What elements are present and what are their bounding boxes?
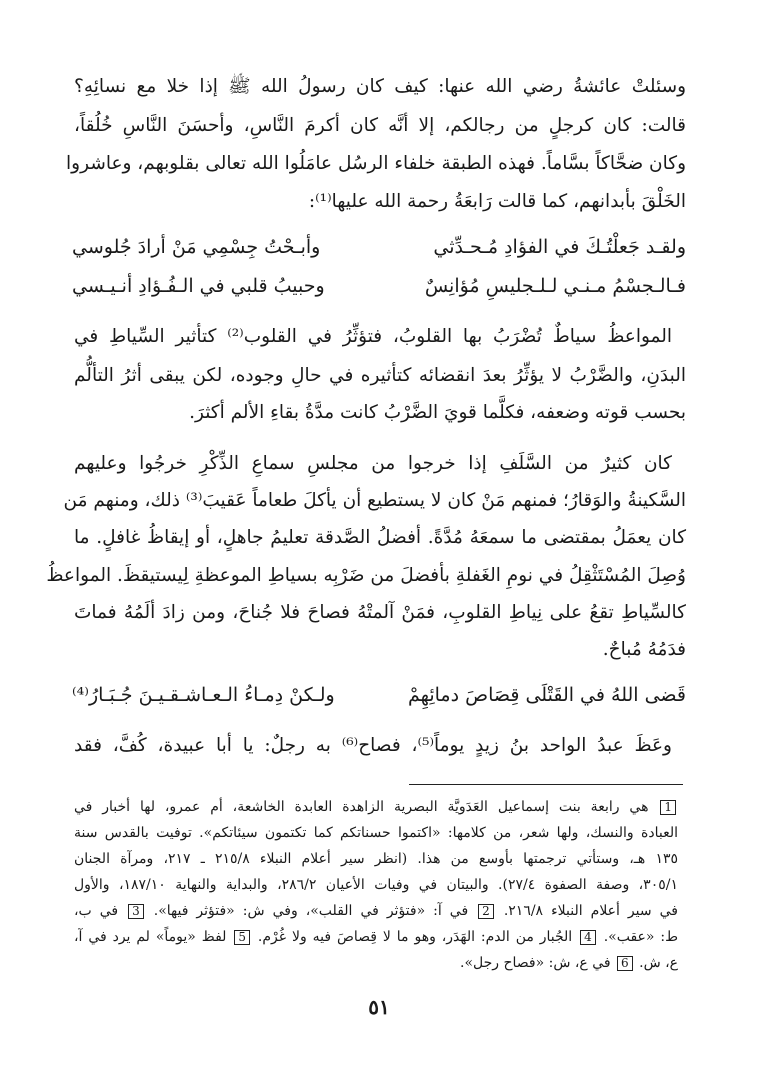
footnote-number-1: 1 xyxy=(660,800,676,815)
paragraph4-line1: وعَظَ عبدُ الواحد بنُ زيدٍ يوماً⁽⁵⁾، فصاح⁽⁶⁾ به رجلٌ: يا أبا عبيدة، كُفَّ، فقد xyxy=(74,735,672,756)
footnote-6-text: في ع، ش: «فصاح رجل». xyxy=(460,955,611,971)
footnote-row-6 xyxy=(74,930,678,945)
footnote-number-5: 5 xyxy=(234,930,250,945)
paragraph2-line1: المواعظُ سياطٌ تُضْرَبُ بها القلوبُ، فتؤثِّرُ في القلوب⁽²⁾ كتأثير السِّياطِ في xyxy=(74,326,672,347)
footnote-number-2: 2 xyxy=(478,904,494,919)
footnote-row-5 xyxy=(74,904,678,919)
footnote-5-text: لفظ «يوماً» لم يرد في آ، xyxy=(74,929,227,945)
footnote-number-4: 4 xyxy=(580,930,596,945)
footnote-3-text: في ب، xyxy=(74,903,119,919)
paragraph3-line4: وُصِلَ المُسْتَثْقِلُ في نومِ الغَفلةِ بأفضلَ من ضَرْبِه بسياطِ الموعظةِ لِيستيقظَ. المواعظُ xyxy=(46,565,686,586)
footnote-2-text: في آ: «فتؤثر في القلب»، وفي ش: «فتؤثر فيها». xyxy=(153,903,469,919)
footnote-1-line1 xyxy=(74,800,678,815)
poem2-second-hemistich: ولـكنْ دِمـاءُ الـعـاشـقـيـنَ جُـبَـارُ⁽⁴⁾ xyxy=(72,684,335,706)
footnote-1-line2: العبادة والنسك، ولها شعر، من كلامها: «اكتموا حسناتكم كما تكتمون سيئاتكم». توفيت بالقدس سنة xyxy=(74,825,678,841)
paragraph1-line3: وكان ضحَّاكاً بسَّاماً. فهذه الطبقة خلفاء الرسُل عامَلُوا الله تعالى بقلوبهم، وعاشروا xyxy=(66,153,686,174)
paragraph2-line2: البدَنِ، والضَّرْبُ لا يؤثِّرُ بعدَ انقضائه كتأثيره في حالِ وجوده، لكن يبقى أثرُ التألُّم xyxy=(74,365,686,386)
footnote-3-text-cont: ط: «عقب». xyxy=(603,929,679,945)
paragraph1-line2: قالت: كان كرجلٍ من رجالكم، إلا أنَّه كان أكرمَ النَّاسِ، وأحسَنَ النَّاسِ خُلُقاً، xyxy=(74,115,686,136)
poem2-first-hemistich: قَضى اللهُ في القَتْلَى قِصَاصَ دمائِهِمْ xyxy=(407,684,686,706)
footnote-row-7 xyxy=(74,956,678,971)
poem1-verse1-first-hemistich: ولقـد جَعلْتُـكَ في الفؤادِ مُـحـدِّثي xyxy=(433,236,686,258)
footnote-5-text-cont: ع، ش. xyxy=(639,955,678,971)
footnote-1-text: هي رابعة بنت إسماعيل العَدَويَّة البصرية الزاهدة العابدة الخاشعة، أم عمرو، لها أخبار في xyxy=(74,799,649,815)
paragraph1-line4: الخَلْقَ بأبدانهم، كما قالت رَابعَةُ رحمة الله عليها⁽¹⁾: xyxy=(308,191,686,212)
paragraph3-line2: السَّكينةُ والوَقارُ؛ فمنهم مَنْ كان لا يستطيع أن يأكلَ طعاماً عَقيبَ⁽³⁾ ذلك، ومنهم مَن xyxy=(63,490,686,511)
paragraph3-line3: كان يعمَلُ بمقتضى ما سمعَهُ مُدَّةً. أفضلُ الصَّدقة تعليمُ جاهلٍ، أو إيقاظُ غافلٍ. ما xyxy=(74,527,686,548)
paragraph3-line5: كالسِّياطِ تقعُ على نِياطِ القلوبِ، فمَنْ آلمتْهُ فصاحَ فلا جُناحَ، ومن زادَ ألَمُهُ فماتَ xyxy=(74,602,686,623)
footnote-number-3: 3 xyxy=(128,904,144,919)
footnote-number-6: 6 xyxy=(617,956,633,971)
footnote-4-text: الجُبار من الدم: الهَدَر، وهو ما لا قِصاصَ فيه ولا غُرْم. xyxy=(257,929,573,945)
page-number: ٥١ xyxy=(368,995,390,1019)
paragraph2-line3: بحسب قوته وضعفه، فكلَّما قويَ الضَّرْبُ كانت مدَّةُ بقاءِ الألم أكثرَ. xyxy=(189,402,686,423)
footnote-1-line4: ٣٠٥/١، وصفة الصفوة ٢٧/٤). والبيتان في وفيات الأعيان ٢٨٦/٢، والبداية والنهاية ١٨٧/١٠، والأول xyxy=(74,877,678,893)
paragraph1-line1: وسئلتْ عائشةُ رضي الله عنها: كيف كان رسولُ الله ﷺ إذا خلا مع نسائِهِ؟ xyxy=(74,76,686,97)
paragraph3-line1: كان كثيرٌ من السَّلَفِ إذا خرجوا من مجلسِ سماعِ الذِّكْرِ خرجُوا وعليهم xyxy=(74,453,672,474)
paragraph3-line6: فدَمُهُ مُباحٌ. xyxy=(602,639,686,660)
poem1-verse2-first-hemistich: فـالـجسْمُ مـنـي لـلـجليسِ مُؤانِسٌ xyxy=(424,275,686,297)
footnote-separator xyxy=(409,784,683,785)
poem1-verse2-second-hemistich: وحبيبُ قلبي في الـفُـؤادِ أنـيـسي xyxy=(72,275,325,297)
footnote-1-line5: في سير أعلام النبلاء ٢١٦/٨. xyxy=(503,903,678,919)
footnote-1-line3: ١٣٥ هـ، وستأتي ترجمتها بأوسع من هذا. (انظر سير أعلام النبلاء ٢١٥/٨ ـ ٢١٧، ومرآة الجنان xyxy=(74,851,678,867)
poem1-verse1-second-hemistich: وأبـحْتُ جِسْمِي مَنْ أرادَ جُلوسي xyxy=(72,236,321,258)
